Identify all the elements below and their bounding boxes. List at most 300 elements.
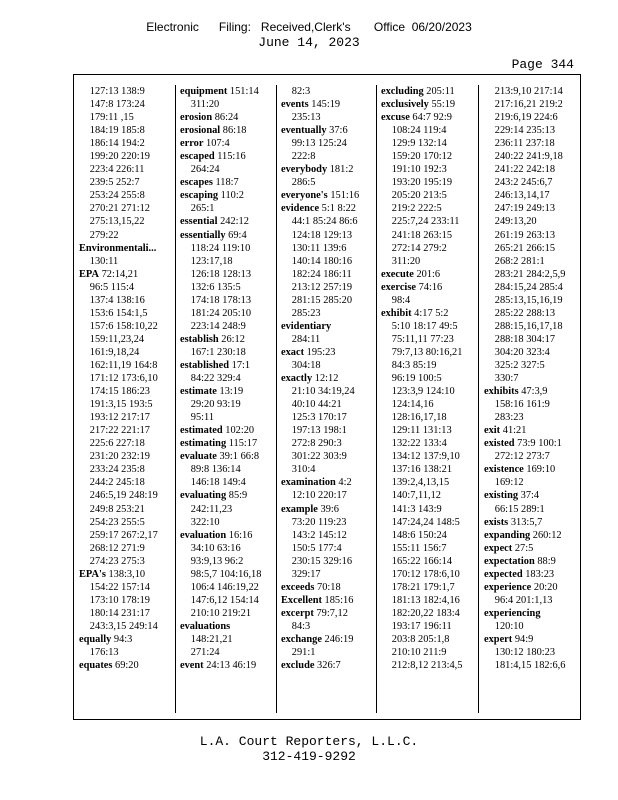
index-word: EPA's <box>79 568 106 580</box>
page-line-refs: 129:9 132:14 <box>391 138 447 150</box>
page-line-refs: 37:4 <box>520 490 540 502</box>
index-word: experiencing <box>484 607 541 619</box>
index-word: existed <box>484 438 515 450</box>
index-word: evaluations <box>180 620 231 632</box>
page-line-refs: 5:10 18:17 49:5 <box>391 320 458 332</box>
index-entry <box>381 111 480 124</box>
page-line-refs: 213:12 257:19 <box>291 281 353 293</box>
page-line-refs: 193:12 217:17 <box>89 412 150 424</box>
page-line-refs: 88:9 <box>537 555 556 567</box>
index-word: evaluate <box>180 451 217 463</box>
index-word: existence <box>484 464 524 476</box>
page-line-refs: 272:12 273:7 <box>494 451 550 463</box>
index-entry <box>484 555 580 568</box>
page-line-refs: 219:2 222:5 <box>391 203 442 215</box>
page-line-refs: 93:9,13 96:2 <box>190 555 244 567</box>
page-line-refs: 191:10 192:3 <box>391 164 447 176</box>
index-entry <box>381 98 480 111</box>
index-entry <box>180 176 278 189</box>
index-word: equates <box>79 660 113 672</box>
index-entry <box>484 581 580 594</box>
page-line-refs: 176:13 <box>89 647 119 659</box>
index-word: everyone's <box>281 190 328 202</box>
page-line-refs: 79:7,13 80:16,21 <box>391 346 463 358</box>
index-word: establish <box>180 333 219 345</box>
page-line-refs: 240:22 241:9,18 <box>494 151 563 163</box>
page-line-refs: 225:6 227:18 <box>89 438 145 450</box>
page-line-refs: 179:11 ,15 <box>89 112 134 124</box>
index-word: exclusively <box>381 99 429 111</box>
page-line-refs: 304:18 <box>291 359 321 371</box>
index-word: everybody <box>281 164 328 176</box>
page-line-refs: 140:7,11,12 <box>391 490 442 502</box>
page-line-refs: 253:24 255:8 <box>89 190 145 202</box>
page-line-refs: 239:5 252:7 <box>89 177 140 189</box>
index-word: established <box>180 359 230 371</box>
page-line-refs: 284:15,24 285:4 <box>494 281 563 293</box>
page-line-refs: 174:15 186:23 <box>89 386 150 398</box>
page-line-refs: 259:17 267:2,17 <box>89 529 158 541</box>
page-line-refs: 34:10 63:16 <box>190 542 241 554</box>
page-line-refs: 94:9 <box>514 633 534 645</box>
index-entry <box>281 189 378 202</box>
page-line-refs: 213:9,10 217:14 <box>494 86 563 97</box>
page-line-refs: 134:12 137:9,10 <box>391 451 460 463</box>
index-word: escapes <box>180 177 213 189</box>
index-entry <box>484 529 580 542</box>
index-entry <box>484 516 580 529</box>
page-line-refs: 123:3,9 124:10 <box>391 386 455 398</box>
index-word: exclude <box>281 660 315 672</box>
page-line-refs: 229:14 235:13 <box>494 125 556 137</box>
page-line-refs: 205:11 <box>426 86 455 97</box>
page-line-refs: 98:4 <box>391 294 411 306</box>
page-line-refs: 193:17 196:11 <box>391 620 452 632</box>
page-line-refs: 99:13 125:24 <box>291 138 347 150</box>
page-line-refs: 236:11 237:18 <box>494 138 555 150</box>
page-line-refs: 270:21 271:12 <box>89 203 150 215</box>
page-line-refs: 225:7,24 233:11 <box>391 216 460 228</box>
page-line-refs: 138:3,10 <box>108 568 146 580</box>
page-line-refs: 182:20,22 183:4 <box>391 607 460 619</box>
index-word: erosional <box>180 125 221 137</box>
index-entry <box>281 346 378 359</box>
page-line-refs: 310:4 <box>291 464 316 476</box>
page-line-refs: 72:14,21 <box>101 268 139 280</box>
index-entry <box>381 281 480 294</box>
page-line-refs: 96:5 115:4 <box>89 281 135 293</box>
page-line-refs: 130:12 180:23 <box>494 647 556 659</box>
page-line-refs: 167:1 230:18 <box>190 346 246 358</box>
page-line-refs: 47:3,9 <box>521 386 548 398</box>
page-line-refs: 242:12 <box>220 216 249 228</box>
index-entry <box>79 268 172 281</box>
page-line-refs: 120:10 <box>494 620 524 632</box>
index-word: evidentiary <box>281 320 332 332</box>
page-line-refs: 74:16 <box>418 281 443 293</box>
index-word: expected <box>484 568 523 580</box>
index-word: exists <box>484 516 509 528</box>
page-line-refs: 283:21 284:2,5,9 <box>494 268 566 280</box>
page-line-refs: 110:2 <box>220 190 244 202</box>
page-line-refs: 107:4 <box>206 138 230 150</box>
page-line-refs: 174:18 178:13 <box>190 294 252 306</box>
page-line-refs: 86:24 <box>214 112 239 124</box>
page-line-refs: 127:13 138:9 <box>89 86 145 97</box>
page-line-refs: 285:22 288:13 <box>494 307 556 319</box>
page-line-refs: 182:24 186:11 <box>291 268 352 280</box>
page-line-refs: 223:4 226:11 <box>89 164 145 176</box>
index-word: estimating <box>180 438 227 450</box>
page-line-refs: 217:16,21 219:2 <box>494 99 563 111</box>
page-line-refs: 326:7 <box>317 660 341 672</box>
page-line-refs: 272:14 279:2 <box>391 242 447 254</box>
page-line-refs: 261:19 263:13 <box>494 229 556 241</box>
page-line-refs: 184:19 185:8 <box>89 125 145 137</box>
page-line-refs: 212:8,12 213:4,5 <box>391 660 463 672</box>
page-line-refs: 197:13 198:1 <box>291 425 347 437</box>
index-word: expectation <box>484 555 535 567</box>
page-line-refs: 13:19 <box>219 386 244 398</box>
page-line-refs: 325:2 327:5 <box>494 359 545 371</box>
index-entry <box>281 503 378 516</box>
index-entry <box>381 268 480 281</box>
index-word: error <box>180 138 204 150</box>
index-entry <box>180 424 278 437</box>
page-line-refs: 129:11 131:13 <box>391 425 452 437</box>
index-entry <box>180 450 278 463</box>
page-line-refs: 21:10 34:19,24 <box>291 386 355 398</box>
index-word: estimated <box>180 425 223 437</box>
page-line-refs: 145:19 <box>311 99 341 111</box>
page-line-refs: 243:3,15 249:14 <box>89 620 158 632</box>
index-word: eventually <box>281 125 327 137</box>
index-entry <box>484 607 580 620</box>
page-line-refs: 39:1 66:8 <box>219 451 260 463</box>
index-word: example <box>281 503 318 515</box>
page-line-refs: 39:6 <box>320 503 339 515</box>
index-entry <box>79 568 172 581</box>
page-line-refs: 311:20 <box>391 255 421 267</box>
page-line-refs: 12:10 220:17 <box>291 490 347 502</box>
page-line-refs: 132:6 135:5 <box>190 281 241 293</box>
page-line-refs: 313:5,7 <box>510 516 543 528</box>
page-line-refs: 84:3 <box>291 620 311 632</box>
index-word: equally <box>79 633 112 645</box>
page-line-refs: 158:16 161:9 <box>494 399 550 411</box>
page-line-refs: 84:22 329:4 <box>190 373 241 385</box>
page-line-refs: 73:9 100:1 <box>517 438 562 450</box>
page-line-refs: 140:14 180:16 <box>291 255 353 267</box>
index-column-5 <box>478 85 582 713</box>
page-line-refs: 155:11 156:7 <box>391 542 447 554</box>
index-word: exit <box>484 425 501 437</box>
index-entry <box>180 620 278 633</box>
page-line-refs: 69:20 <box>115 660 139 672</box>
page-line-refs: 5:1 8:22 <box>321 203 357 215</box>
word-index-frame <box>73 74 581 720</box>
page-line-refs: 147:6,12 154:14 <box>190 594 259 606</box>
index-entry <box>281 98 378 111</box>
page-line-refs: 162:11,19 164:8 <box>89 359 158 371</box>
index-word: Environmentali... <box>79 242 157 254</box>
page-line-refs: 157:6 158:10,22 <box>89 320 158 332</box>
index-entry <box>180 385 278 398</box>
page-line-refs: 275:13,15,22 <box>89 216 145 228</box>
index-entry <box>281 372 378 385</box>
page-line-refs: 285:13,15,16,19 <box>494 294 563 306</box>
page-line-refs: 271:24 <box>190 647 220 659</box>
document-footer <box>0 734 618 764</box>
index-entry <box>484 568 580 581</box>
page-line-refs: 173:10 178:19 <box>89 594 150 606</box>
index-word: erosion <box>180 112 213 124</box>
page-line-refs: 98:5,7 104:16,18 <box>190 568 262 580</box>
page-line-refs: 73:20 119:23 <box>291 516 347 528</box>
page-line-refs: 230:15 329:16 <box>291 555 353 567</box>
index-word: exhibits <box>484 386 519 398</box>
page-line-refs: 130:11 139:6 <box>291 242 347 254</box>
page-line-refs: 89:8 136:14 <box>190 464 241 476</box>
page-line-refs: 159:11,23,24 <box>89 333 145 345</box>
page-line-refs: 96:4 201:1,13 <box>494 594 553 606</box>
document-header <box>0 20 618 50</box>
page-line-refs: 288:15,16,17,18 <box>494 320 563 332</box>
index-word: excluding <box>381 86 424 97</box>
index-entry <box>180 124 278 137</box>
index-word: EPA <box>79 268 99 280</box>
page-line-refs: 79:7,12 <box>316 607 348 619</box>
index-word: evaluation <box>180 529 227 541</box>
page-line-refs: 241:22 242:18 <box>494 164 556 176</box>
page-line-refs: 171:12 173:6,10 <box>89 373 158 385</box>
page-line-refs: 124:18 129:13 <box>291 229 353 241</box>
index-entry <box>180 333 278 346</box>
page-line-refs: 301:22 303:9 <box>291 451 347 463</box>
court-reporter-phone: 312-419-9292 <box>262 749 356 764</box>
index-word: exactly <box>281 373 313 385</box>
page-line-refs: 64:7 92:9 <box>412 112 452 124</box>
page-line-refs: 70:18 <box>317 581 341 593</box>
page-line-refs: 265:1 <box>190 203 215 215</box>
page-line-refs: 20:20 <box>533 581 558 593</box>
page-line-refs: 244:2 245:18 <box>89 477 145 489</box>
page-line-refs: 37:6 <box>329 125 348 137</box>
page-line-refs: 186:14 194:2 <box>89 138 145 150</box>
index-column-3 <box>276 85 380 713</box>
index-word: exercise <box>381 281 416 293</box>
page-line-refs: 17:1 <box>231 359 251 371</box>
index-entry <box>180 189 278 202</box>
index-entry <box>484 437 580 450</box>
page-line-refs: 246:19 <box>324 633 354 645</box>
page-line-refs: 126:18 128:13 <box>190 268 252 280</box>
page-line-refs: 330:7 <box>494 373 519 385</box>
page-line-refs: 254:23 255:5 <box>89 516 145 528</box>
page-line-refs: 147:8 173:24 <box>89 99 145 111</box>
page-line-refs: 115:16 <box>217 151 246 163</box>
page-line-refs: 286:5 <box>291 177 316 189</box>
index-entry <box>180 359 278 372</box>
index-entry <box>180 85 278 98</box>
index-entry <box>180 659 278 672</box>
page-line-refs: 199:20 220:19 <box>89 151 150 163</box>
page-line-refs: 108:24 119:4 <box>391 125 447 137</box>
page-line-refs: 141:3 143:9 <box>391 503 442 515</box>
index-entry <box>281 124 378 137</box>
index-entry <box>79 242 172 255</box>
page-line-refs: 169:12 <box>494 477 524 489</box>
page-line-refs: 281:15 285:20 <box>291 294 353 306</box>
index-word: escaped <box>180 151 215 163</box>
page-line-refs: 24:13 46:19 <box>206 660 257 672</box>
page-line-refs: 41:21 <box>502 425 527 437</box>
page-line-refs: 181:2 <box>329 164 354 176</box>
index-entry <box>281 581 378 594</box>
index-word: expanding <box>484 529 531 541</box>
index-word: expert <box>484 633 513 645</box>
index-word: experience <box>484 581 532 593</box>
page-line-refs: 4:2 <box>338 477 352 489</box>
page-line-refs: 130:11 <box>89 255 119 267</box>
page-line-refs: 272:8 290:3 <box>291 438 342 450</box>
index-entry <box>79 659 172 672</box>
page-line-refs: 154:22 157:14 <box>89 581 150 593</box>
page-number: Page 344 <box>511 57 574 72</box>
index-word: escaping <box>180 190 219 202</box>
index-entry <box>381 307 480 320</box>
index-word: equipment <box>180 86 228 97</box>
index-entry <box>180 489 278 502</box>
index-entry <box>180 111 278 124</box>
index-column-4 <box>376 85 482 713</box>
page-line-refs: 191:3,15 193:5 <box>89 399 153 411</box>
page-line-refs: 75:11,11 77:23 <box>391 333 454 345</box>
page-line-refs: 246:5,19 248:19 <box>89 490 158 502</box>
index-word: examination <box>281 477 336 489</box>
transcript-date: June 14, 2023 <box>258 35 360 50</box>
page-line-refs: 264:24 <box>190 164 220 176</box>
page-line-refs: 139:2,4,13,15 <box>391 477 450 489</box>
index-word: events <box>281 99 309 111</box>
index-word: event <box>180 660 204 672</box>
page-line-refs: 322:10 <box>190 516 220 528</box>
page-line-refs: 96:19 100:5 <box>391 373 442 385</box>
index-entry <box>484 489 580 502</box>
page-line-refs: 118:24 119:10 <box>190 242 251 254</box>
page-line-refs: 241:18 263:15 <box>391 229 453 241</box>
page-line-refs: 329:17 <box>291 568 321 580</box>
page-line-refs: 311:20 <box>190 99 220 111</box>
page-line-refs: 118:7 <box>215 177 239 189</box>
page-line-refs: 161:9,18,24 <box>89 346 140 358</box>
page-line-refs: 26:12 <box>221 333 245 345</box>
page-line-refs: 265:21 266:15 <box>494 242 556 254</box>
page-line-refs: 165:22 166:14 <box>391 555 453 567</box>
index-entry <box>484 463 580 476</box>
index-word: existing <box>484 490 519 502</box>
page-line-refs: 260:12 <box>532 529 562 541</box>
index-word: exchange <box>281 633 322 645</box>
index-entry <box>180 137 278 150</box>
page-line-refs: 222:8 <box>291 151 316 163</box>
index-entry <box>79 633 172 646</box>
index-entry <box>180 437 278 450</box>
index-word: expect <box>484 542 513 554</box>
page-line-refs: 205:20 213:5 <box>391 190 447 202</box>
page-line-refs: 249:13,20 <box>494 216 537 228</box>
page-line-refs: 210:10 219:21 <box>190 607 252 619</box>
index-column-1 <box>79 85 174 713</box>
page-line-refs: 170:12 178:6,10 <box>391 568 460 580</box>
page-line-refs: 143:2 145:12 <box>291 529 347 541</box>
page-line-refs: 115:17 <box>228 438 258 450</box>
filing-stamp: Electronic Filing: Received,Clerk's Office 06/20/2023 <box>146 20 472 34</box>
page-line-refs: 95:11 <box>190 412 215 424</box>
page-line-refs: 4:17 5:2 <box>414 307 449 319</box>
court-reporter-name: L.A. Court Reporters, L.L.C. <box>199 734 419 749</box>
page-line-refs: 150:5 177:4 <box>291 542 342 554</box>
page-line-refs: 183:23 <box>525 568 555 580</box>
index-word: estimate <box>180 386 217 398</box>
index-entry <box>484 542 580 555</box>
index-entry <box>180 215 278 228</box>
index-word: essentially <box>180 229 226 241</box>
page-line-refs: 124:14,16 <box>391 399 434 411</box>
page-line-refs: 106:4 146:19,22 <box>190 581 259 593</box>
index-word: Excellent <box>281 594 322 606</box>
page-line-refs: 178:21 179:1,7 <box>391 581 455 593</box>
index-word: execute <box>381 268 414 280</box>
page-line-refs: 193:20 195:19 <box>391 177 453 189</box>
page-line-refs: 231:20 232:19 <box>89 451 150 463</box>
index-entry <box>281 163 378 176</box>
page-line-refs: 181:24 205:10 <box>190 307 252 319</box>
page-line-refs: 181:13 182:4,16 <box>391 594 460 606</box>
index-entry <box>281 476 378 489</box>
page-line-refs: 233:24 235:8 <box>89 464 145 476</box>
page-line-refs: 153:6 154:1,5 <box>89 307 148 319</box>
page-line-refs: 246:13,14,17 <box>494 190 550 202</box>
index-word: excuse <box>381 112 410 124</box>
page-line-refs: 268:12 271:9 <box>89 542 145 554</box>
index-entry <box>281 320 378 333</box>
page-line-refs: 203:8 205:1,8 <box>391 633 450 645</box>
index-word: essential <box>180 216 218 228</box>
page-line-refs: 44:1 85:24 86:6 <box>291 216 358 228</box>
page-line-refs: 29:20 93:19 <box>190 399 241 411</box>
page-line-refs: 283:23 <box>494 412 524 424</box>
page-line-refs: 85:9 <box>228 490 248 502</box>
page-line-refs: 180:14 231:17 <box>89 607 150 619</box>
page-line-refs: 16:16 <box>228 529 253 541</box>
page-line-refs: 94:3 <box>113 633 133 645</box>
page-line-refs: 159:20 170:12 <box>391 151 453 163</box>
index-entry <box>281 202 378 215</box>
page-line-refs: 217:22 221:17 <box>89 425 150 437</box>
index-word: exact <box>281 346 305 358</box>
page-line-refs: 195:23 <box>306 346 336 358</box>
page-line-refs: 148:21,21 <box>190 633 233 645</box>
page-line-refs: 242:11,23 <box>190 503 233 515</box>
page-line-refs: 151:14 <box>229 86 259 97</box>
page-line-refs: 125:3 170:17 <box>291 412 347 424</box>
page-line-refs: 137:4 138:16 <box>89 294 145 306</box>
index-column-2 <box>175 85 280 713</box>
index-entry <box>281 633 378 646</box>
page-line-refs: 274:23 275:3 <box>89 555 145 567</box>
index-word: exceeds <box>281 581 315 593</box>
